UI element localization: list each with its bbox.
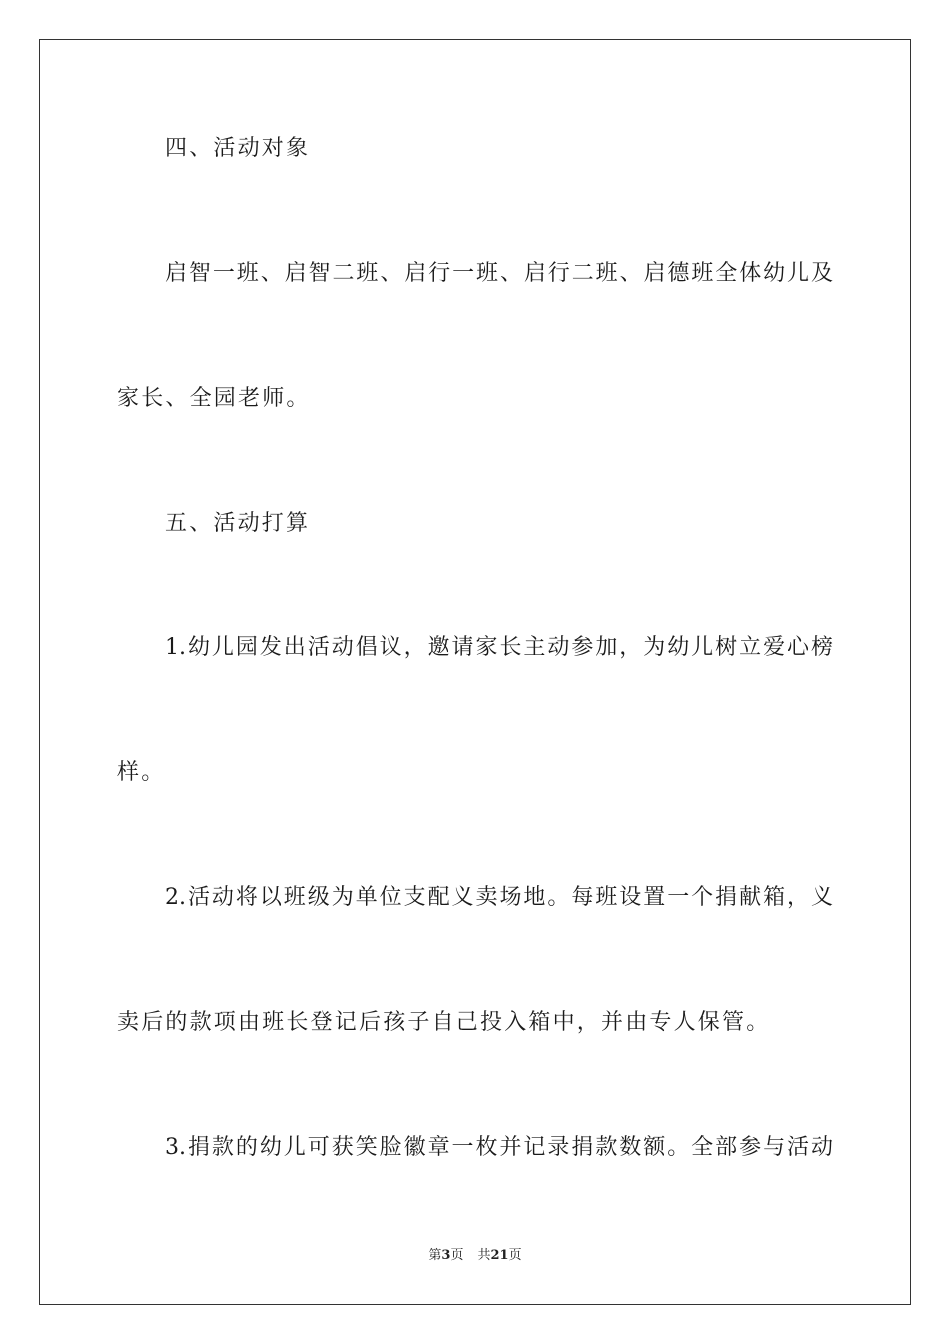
total-prefix: 共 — [477, 1248, 491, 1263]
total-pages: 21 — [490, 1248, 509, 1263]
page-suffix: 页 — [450, 1248, 464, 1263]
paragraph-line: 启智一班、启智二班、启行一班、启行二班、启德班全体幼儿及 — [165, 261, 833, 286]
paragraph-line: 样。 — [117, 760, 166, 785]
page-border — [39, 39, 911, 1305]
page-footer — [0, 1247, 950, 1265]
paragraph-line: 3.捐款的幼儿可获笑脸徽章一枚并记录捐款数额。全部参与活动 — [165, 1135, 833, 1160]
page-prefix: 第 — [428, 1248, 442, 1263]
page-number: 3 — [441, 1248, 451, 1263]
paragraph-line: 家长、全园老师。 — [117, 386, 311, 411]
paragraph-line: 1.幼儿园发出活动倡议，邀请家长主动参加，为幼儿树立爱心榜 — [165, 635, 833, 660]
section-heading-plan: 五、活动打算 — [165, 511, 311, 536]
section-heading-audience: 四、活动对象 — [165, 136, 311, 161]
paragraph-line: 2.活动将以班级为单位支配义卖场地。每班设置一个捐献箱，义 — [165, 885, 833, 910]
total-suffix: 页 — [508, 1248, 522, 1263]
paragraph-line: 卖后的款项由班长登记后孩子自己投入箱中，并由专人保管。 — [117, 1010, 771, 1035]
